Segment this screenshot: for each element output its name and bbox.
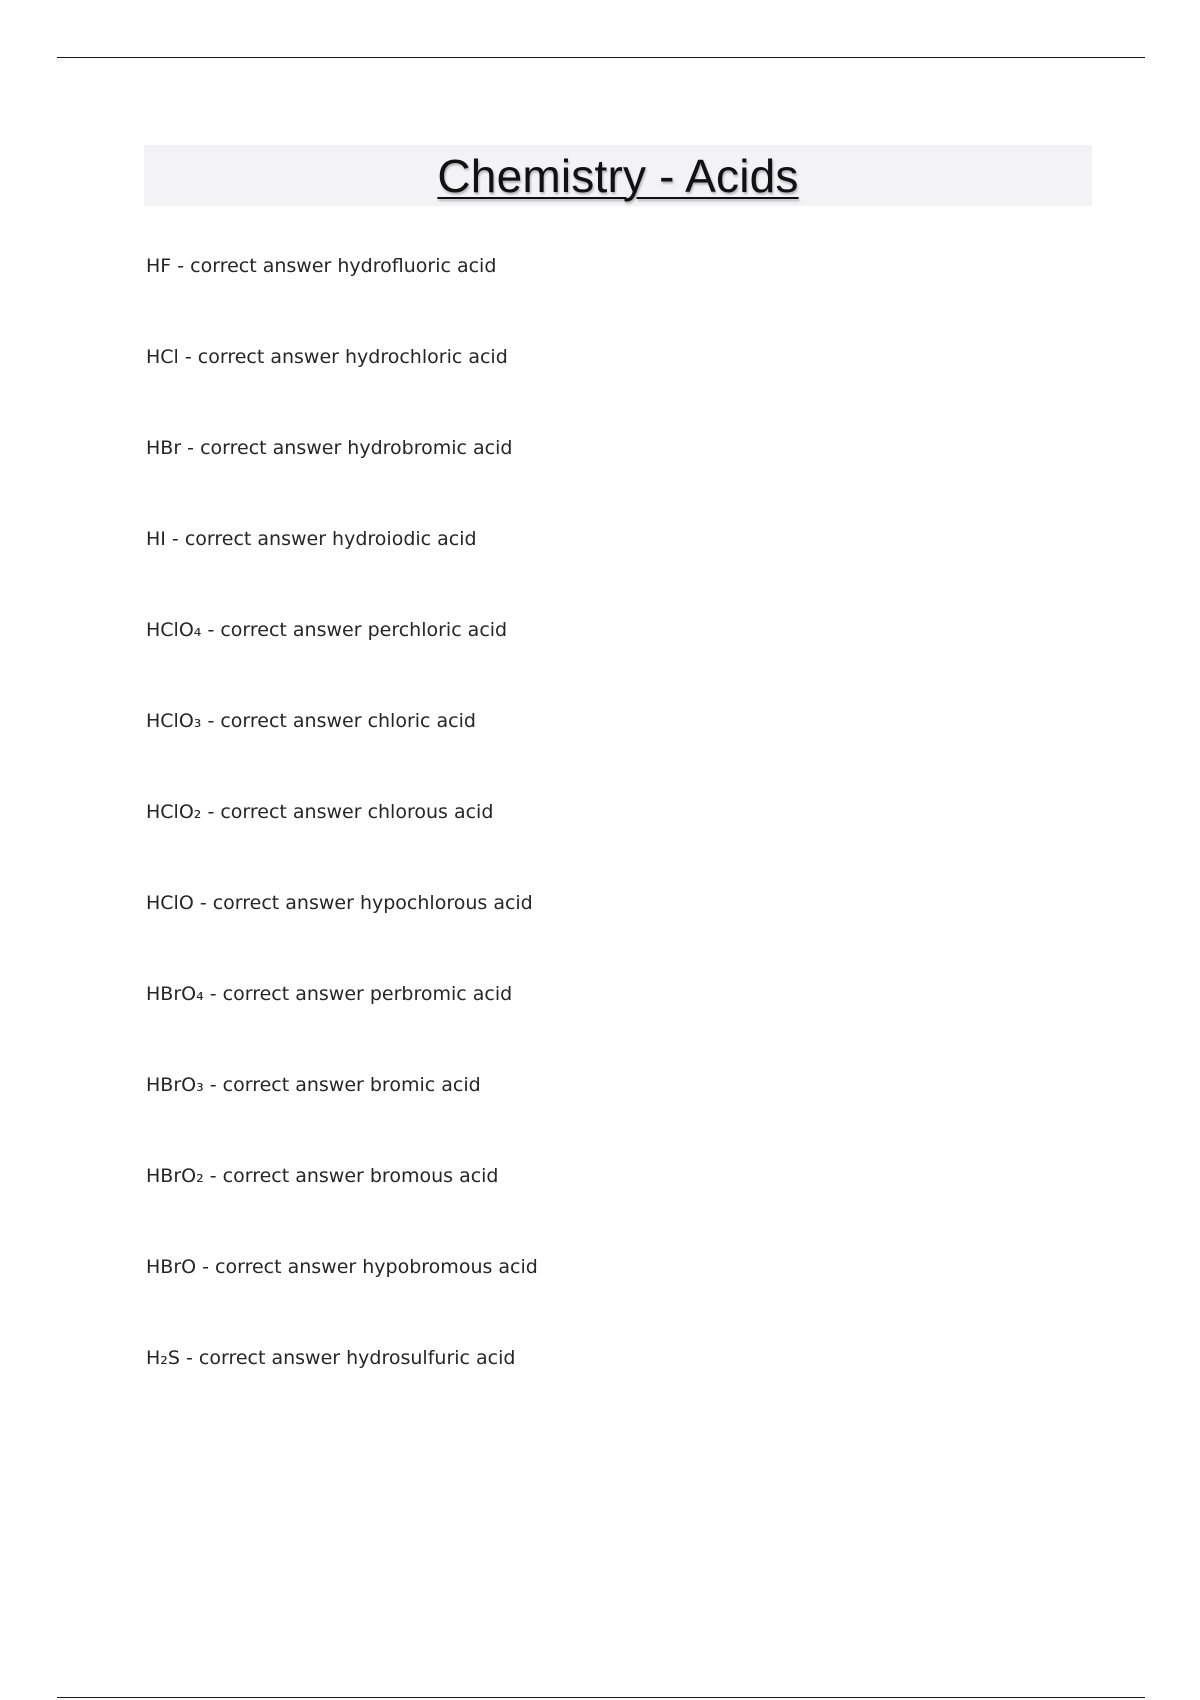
top-rule: [57, 57, 1145, 58]
bottom-rule: [57, 1697, 1145, 1698]
list-item: HI - correct answer hydroiodic acid: [146, 528, 477, 550]
list-item: HBrO₃ - correct answer bromic acid: [146, 1074, 481, 1096]
list-item: HClO - correct answer hypochlorous acid: [146, 892, 533, 914]
list-item: HClO₂ - correct answer chlorous acid: [146, 801, 494, 823]
list-item: H₂S - correct answer hydrosulfuric acid: [146, 1347, 516, 1369]
list-item: HBr - correct answer hydrobromic acid: [146, 437, 513, 459]
list-item: HBrO - correct answer hypobromous acid: [146, 1256, 538, 1278]
document-title: Chemistry - Acids: [437, 149, 799, 202]
list-item: HClO₃ - correct answer chloric acid: [146, 710, 476, 732]
list-item: HClO₄ - correct answer perchloric acid: [146, 619, 508, 641]
list-item: HBrO₄ - correct answer perbromic acid: [146, 983, 513, 1005]
list-item: HCl - correct answer hydrochloric acid: [146, 346, 508, 368]
list-item: HBrO₂ - correct answer bromous acid: [146, 1165, 499, 1187]
list-item: HF - correct answer hydrofluoric acid: [146, 255, 497, 277]
title-banner: [144, 145, 1092, 206]
acid-list: [146, 254, 1046, 1437]
